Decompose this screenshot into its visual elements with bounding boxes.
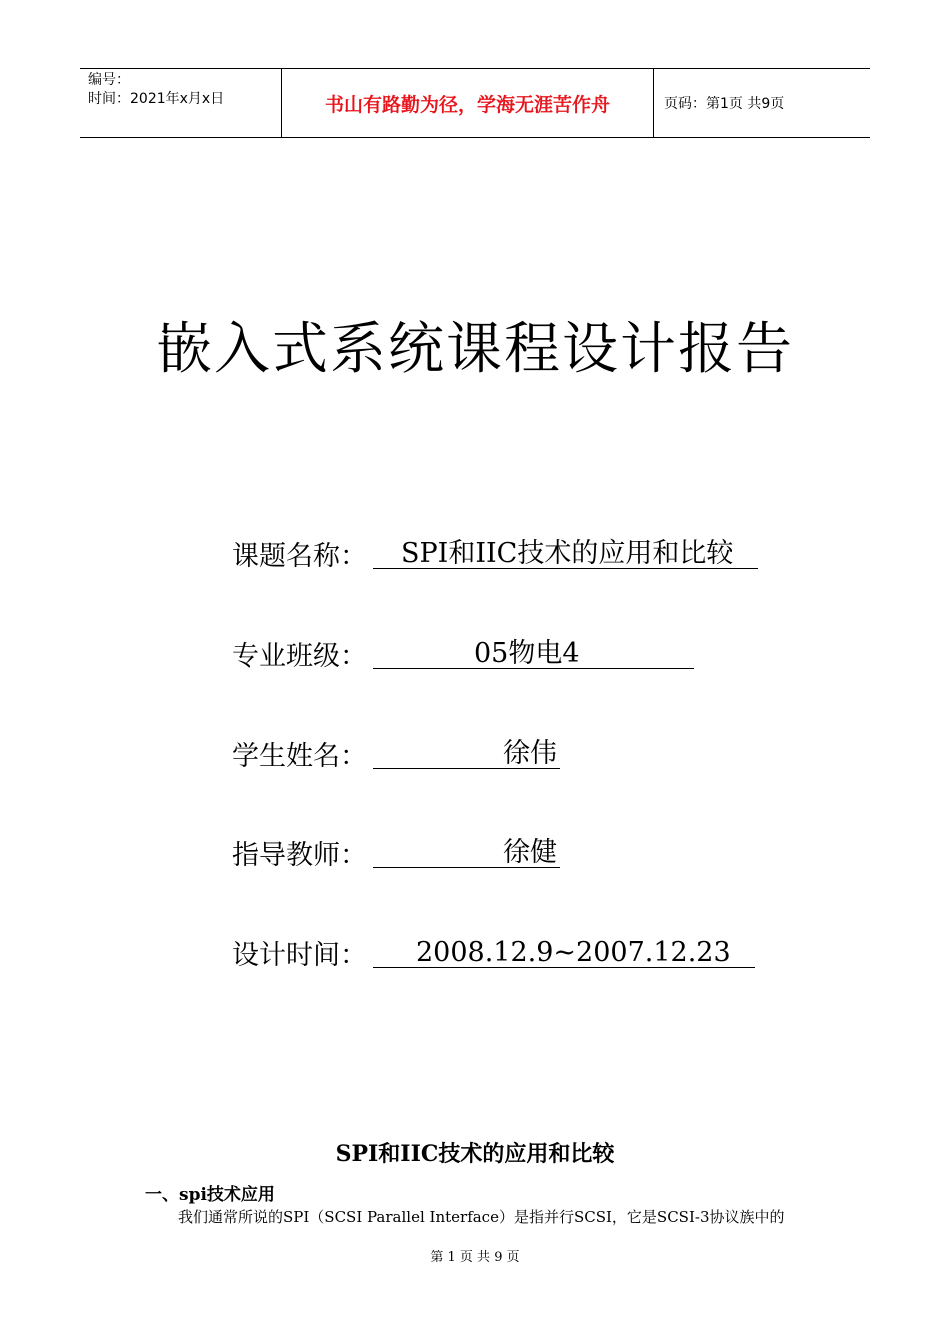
time-label: 时间：2021年x月x日 bbox=[88, 91, 225, 107]
page-info-text: 页码：第1页 共9页 bbox=[664, 96, 785, 112]
student-row bbox=[232, 737, 557, 777]
class-row bbox=[232, 637, 580, 677]
topic-row bbox=[232, 537, 734, 577]
class-label: 专业班级： bbox=[232, 641, 367, 672]
advisor-value: 徐健 bbox=[373, 836, 560, 868]
report-title: 嵌入式系统课程设计报告 bbox=[156, 317, 794, 382]
header-page-info bbox=[654, 69, 870, 137]
topic-value: SPI和IIC技术的应用和比较 bbox=[373, 537, 758, 569]
page-footer: 第 1 页 共 9 页 bbox=[430, 1250, 520, 1265]
section-title: SPI和IIC技术的应用和比较 bbox=[335, 1141, 615, 1167]
class-value: 05物电4 bbox=[373, 637, 694, 669]
number-label: 编号： bbox=[88, 72, 130, 88]
student-value: 徐伟 bbox=[373, 737, 560, 769]
section-heading: 一、spi技术应用 bbox=[145, 1185, 275, 1205]
design-time-row bbox=[232, 936, 731, 976]
design-time-label: 设计时间： bbox=[232, 940, 367, 971]
design-time-value: 2008.12.9~2007.12.23 bbox=[373, 936, 755, 968]
motto-text: 书山有路勤为径，学海无涯苦作舟 bbox=[324, 93, 610, 116]
header-motto-cell bbox=[281, 69, 654, 137]
page-header bbox=[80, 68, 870, 138]
header-meta bbox=[80, 69, 281, 137]
advisor-label: 指导教师： bbox=[232, 840, 367, 871]
advisor-row bbox=[232, 836, 557, 876]
student-label: 学生姓名： bbox=[232, 741, 367, 772]
body-paragraph: 我们通常所说的SPI（SCSI Parallel Interface）是指并行SCSI，它是SCSI-3协议族中的 bbox=[178, 1208, 785, 1226]
topic-label: 课题名称： bbox=[232, 541, 367, 572]
